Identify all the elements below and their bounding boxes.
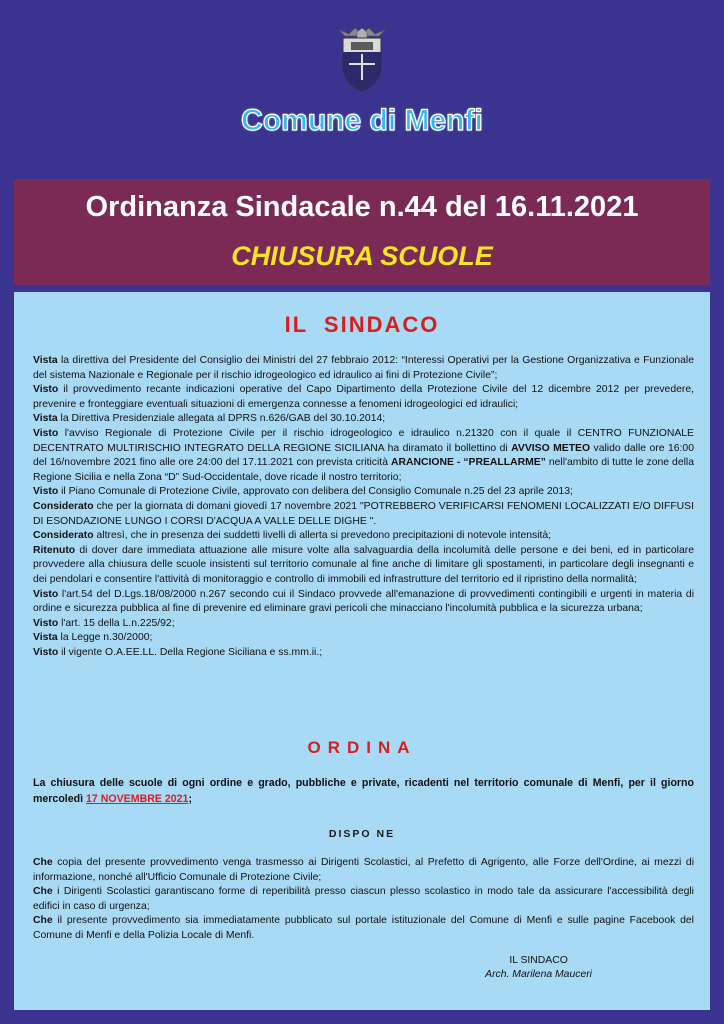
- dispone-item: Che il presente provvedimento sia immediatamente pubblicato sul portale istituzionale del Comune di Menfi e sulle pagine Facebook del Comune di Menfi e della Polizia Locale di Menfi.: [33, 915, 694, 941]
- document-panel: [14, 292, 710, 1010]
- dispone-heading: DISPO NE: [328, 828, 396, 840]
- ordinance-subtitle: CHIUSURA SCUOLE: [231, 241, 493, 271]
- preamble-item: Visto l'art. 15 della L.n.225/92;: [33, 617, 175, 629]
- signature-name: Arch. Marilena Mauceri: [485, 969, 592, 980]
- town-name: Comune di Menfi: [241, 104, 483, 137]
- dispone-list: [33, 856, 694, 944]
- preamble-item: Vista la Direttiva Presidenziale allegata al DPRS n.626/GAB del 30.10.2014;: [33, 413, 386, 425]
- ordina-text: La chiusura delle scuole di ogni ordine e grado, pubbliche e private, ricadenti nel territorio comunale di Menfi, per il giorno mercoledì 17 NOVEMBRE 2021;: [33, 777, 694, 805]
- preamble-item: Vista la direttiva del Presidente del Consiglio dei Ministri del 27 febbraio 2012: “Interessi Operativi per la Gestione Organizzativa e Funzionale del sistema Nazionale e Regionale per il rischio idrogeologico ed idraulico ai fini di Protezione Civile”;: [33, 355, 694, 381]
- dispone-item: Che copia del presente provvedimento venga trasmesso ai Dirigenti Scolastici, al Prefetto di Agrigento, alle Forze dell'Ordine, ai mezzi di informazione, nonché all'Ufficio Comunale di Protezione Civile;: [33, 857, 694, 883]
- ordinance-title: Ordinanza Sindacale n.44 del 16.11.2021: [85, 191, 639, 223]
- closure-date: 17 NOVEMBRE 2021: [86, 793, 189, 805]
- preamble-item: Visto il provvedimento recante indicazioni operative del Capo Dipartimento della Protezione Civile del 12 dicembre 2012 per prevedere, prevenire e fronteggiare eventuali situazioni di emergenza connesse a fenomeni idrogeologici ed idraulici;: [33, 384, 694, 410]
- preamble-item: Considerato che per la giornata di domani giovedì 17 novembre 2021 "POTREBBERO VERIFICARSI FENOMENI LOCALIZZATI E/O DIFFUSI DI ESONDAZIONE LUNGO I CORSI D'ACQUA A VALLE DELLE DIGHE ".: [33, 500, 694, 527]
- preamble-item: Visto l'art.54 del D.Lgs.18/08/2000 n.267 secondo cui il Sindaco provvede all'emanazione di provvedimenti contingibili e urgenti in materia di ordine e sicurezza pubblica al fine di prevenire ed eliminare gravi pericoli che minacciano l'incolumità pubblica e la sicurezza urbana;: [33, 588, 694, 615]
- preamble-item: Vista la Legge n.30/2000;: [33, 632, 153, 644]
- signature-block: [485, 954, 592, 982]
- preamble-item: Ritenuto di dover dare immediata attuazione alle misure volte alla salvaguardia della incolumità delle persone e dei beni, ed in particolare provvedere alla chiusura delle scuole insistenti sul territorio comunale al fine anche di limitare gli spostamenti, in particolare degli insegnanti e dei pendolari e consentire l'attività di monitoraggio e controllo di immobili ed infrastrutture del territorio ed il ripristino della normalità;: [33, 544, 694, 585]
- preamble: [33, 354, 694, 660]
- title-banner: [14, 179, 710, 285]
- coat-of-arms-icon: [337, 28, 387, 92]
- preamble-item: Visto l'avviso Regionale di Protezione Civile per il rischio idrogeologico e idraulico n.21320 con il quale il CENTRO FUNZIONALE DECENTRATO MULTIRISCHIO INTEGRATO DELLA REGIONE SICILIANA ha diramato il bollettino di AVVISO METEO valido dalle ore 16:00 del 16/novembre 2021 fino alle ore 24:00 del 17.11.2021 con prevista criticità ARANCIONE - “PREALLARME” nell'ambito di tutte le zone della Regione Sicilia e nella Zona “D” Sud-Occidentale, dove ricade il nostro territorio;: [33, 427, 695, 483]
- dispone-item: Che i Dirigenti Scolastici garantiscano forme di reperibilità presso ciascun plesso scolastico in modo tale da assicurare l'accessibilità degli edifici in caso di urgenza;: [33, 886, 694, 912]
- preamble-item: Visto il vigente O.A.EE.LL. Della Regione Siciliana e ss.mm.ii.;: [33, 646, 323, 658]
- signature-title: IL SINDACO: [509, 955, 568, 966]
- preamble-item: Visto il Piano Comunale di Protezione Civile, approvato con delibera del Consiglio Comunale n.25 del 23 aprile 2013;: [33, 486, 573, 498]
- preamble-item: Considerato altresì, che in presenza dei suddetti livelli di allerta si prevedono precipitazioni di notevole intensità;: [33, 530, 552, 542]
- ordina-heading: ORDINA: [307, 738, 417, 757]
- sindaco-heading: IL SINDACO: [284, 312, 440, 337]
